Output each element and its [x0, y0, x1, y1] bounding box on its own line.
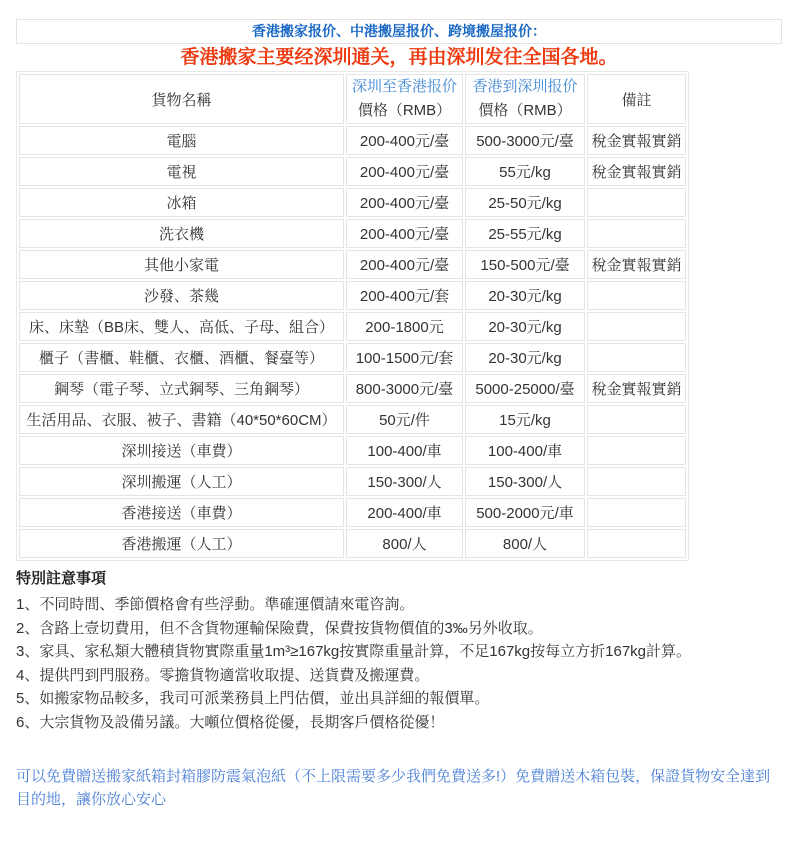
cell-goods: 深圳接送（車費） — [19, 436, 344, 465]
table-row — [19, 498, 686, 527]
table-row — [19, 405, 686, 434]
cell-hk-to-sz: 55元/kg — [465, 157, 585, 186]
cell-sz-to-hk: 200-400元/臺 — [346, 126, 463, 155]
note-item: 5、如搬家物品較多，我司可派業務員上門估價，並出具詳細的報價單。 — [16, 690, 490, 707]
table-row — [19, 219, 686, 248]
cell-hk-to-sz: 800/人 — [465, 529, 585, 558]
table-header-row — [19, 74, 686, 124]
cell-sz-to-hk: 800-3000元/臺 — [346, 374, 463, 403]
note-item: 6、大宗貨物及設備另議。大噸位價格從優，長期客戶價格從優！ — [16, 713, 445, 731]
special-notes-section — [16, 569, 782, 734]
cell-sz-to-hk: 100-1500元/套 — [346, 343, 463, 372]
special-notes-title: 特別註意事項 — [16, 570, 107, 587]
table-row — [19, 312, 686, 341]
col-header-hk-to-sz — [465, 74, 585, 124]
cell-note — [587, 188, 686, 217]
cell-note — [587, 405, 686, 434]
cell-goods: 電腦 — [19, 126, 344, 155]
table-row — [19, 250, 686, 279]
col-header-hk-to-sz-price: 價格（RMB） — [478, 102, 572, 119]
table-row — [19, 157, 686, 186]
note-item: 3、家具、家私類大體積貨物實際重量1m³≥167kg按實際重量計算，不足167kg按每立方折167kg計算。 — [16, 643, 692, 660]
cell-goods: 電視 — [19, 157, 344, 186]
cell-note: 稅金實報實銷 — [587, 157, 686, 186]
cell-sz-to-hk: 200-400元/套 — [346, 281, 463, 310]
cell-hk-to-sz: 500-3000元/臺 — [465, 126, 585, 155]
cell-hk-to-sz: 150-500元/臺 — [465, 250, 585, 279]
table-row — [19, 467, 686, 496]
col-header-goods: 貨物名稱 — [19, 74, 344, 124]
cell-sz-to-hk: 100-400/車 — [346, 436, 463, 465]
cell-note: 稅金實報實銷 — [587, 126, 686, 155]
col-header-sz-to-hk-price: 價格（RMB） — [357, 102, 452, 119]
cell-hk-to-sz: 25-55元/kg — [465, 219, 585, 248]
cell-goods: 冰箱 — [19, 188, 344, 217]
cell-goods: 深圳搬運（人工） — [19, 467, 344, 496]
cell-hk-to-sz: 25-50元/kg — [465, 188, 585, 217]
cell-note: 稅金實報實銷 — [587, 250, 686, 279]
cell-sz-to-hk: 800/人 — [346, 529, 463, 558]
cell-note — [587, 436, 686, 465]
red-title: 香港搬家主要经深圳通关，再由深圳发往全国各地。 — [180, 47, 618, 68]
note-item: 2、含路上壹切費用，但不含貨物運輸保險費，保費按貨物價值的3‰另外收取。 — [16, 619, 543, 637]
cell-hk-to-sz: 20-30元/kg — [465, 281, 585, 310]
cell-sz-to-hk: 200-1800元 — [346, 312, 463, 341]
cell-hk-to-sz: 20-30元/kg — [465, 312, 585, 341]
cell-note — [587, 281, 686, 310]
cell-hk-to-sz: 15元/kg — [465, 405, 585, 434]
cell-note — [587, 467, 686, 496]
table-row — [19, 281, 686, 310]
cell-note — [587, 529, 686, 558]
cell-goods: 生活用品、衣服、被子、書籍（40*50*60CM） — [19, 405, 344, 434]
cell-note: 稅金實報實銷 — [587, 374, 686, 403]
price-table — [16, 71, 689, 561]
note-item: 1、不同時間、季節價格會有些浮動。準確運價請來電咨詢。 — [16, 596, 415, 613]
cell-goods: 香港接送（車費） — [19, 498, 344, 527]
table-row — [19, 188, 686, 217]
cell-hk-to-sz: 5000-25000/臺 — [465, 374, 585, 403]
header-box-text: 香港搬家报价、中港搬屋报价、跨境搬屋报价： — [252, 23, 546, 39]
note-item: 4、提供門到門服務。零擔貨物適當收取提、送貨費及搬運費。 — [16, 666, 430, 684]
cell-hk-to-sz: 150-300/人 — [465, 467, 585, 496]
table-row — [19, 436, 686, 465]
col-header-note: 備註 — [587, 74, 686, 124]
cell-goods: 床、床墊（BB床、雙人、高低、子母、組合） — [19, 312, 344, 341]
promo-text: 可以免費贈送搬家紙箱封箱膠防震氣泡紙（不上限需要多少我們免費送多!）免費贈送木箱包裝，保證貨物安全達到目的地，讓你放心安心 — [16, 768, 771, 808]
cell-sz-to-hk: 200-400元/臺 — [346, 250, 463, 279]
cell-goods: 鋼琴（電子琴、立式鋼琴、三角鋼琴） — [19, 374, 344, 403]
cell-goods: 其他小家電 — [19, 250, 344, 279]
table-row — [19, 126, 686, 155]
cell-hk-to-sz: 100-400/車 — [465, 436, 585, 465]
cell-note — [587, 343, 686, 372]
header-box — [16, 19, 782, 44]
col-header-hk-to-sz-route: 香港到深圳报价 — [472, 78, 578, 95]
cell-goods: 洗衣機 — [19, 219, 344, 248]
cell-sz-to-hk: 200-400元/臺 — [346, 157, 463, 186]
cell-hk-to-sz: 500-2000元/車 — [465, 498, 585, 527]
cell-note — [587, 498, 686, 527]
table-row — [19, 529, 686, 558]
cell-sz-to-hk: 50元/件 — [346, 405, 463, 434]
cell-sz-to-hk: 150-300/人 — [346, 467, 463, 496]
cell-hk-to-sz: 20-30元/kg — [465, 343, 585, 372]
table-row — [19, 343, 686, 372]
cell-sz-to-hk: 200-400/車 — [346, 498, 463, 527]
cell-note — [587, 312, 686, 341]
cell-sz-to-hk: 200-400元/臺 — [346, 219, 463, 248]
cell-goods: 沙發、茶幾 — [19, 281, 344, 310]
cell-goods: 香港搬運（人工） — [19, 529, 344, 558]
cell-goods: 櫃子（書櫃、鞋櫃、衣櫃、酒櫃、餐臺等） — [19, 343, 344, 372]
col-header-sz-to-hk-route: 深圳至香港报价 — [351, 78, 457, 95]
table-row — [19, 374, 686, 403]
cell-sz-to-hk: 200-400元/臺 — [346, 188, 463, 217]
cell-note — [587, 219, 686, 248]
col-header-sz-to-hk — [346, 74, 463, 124]
